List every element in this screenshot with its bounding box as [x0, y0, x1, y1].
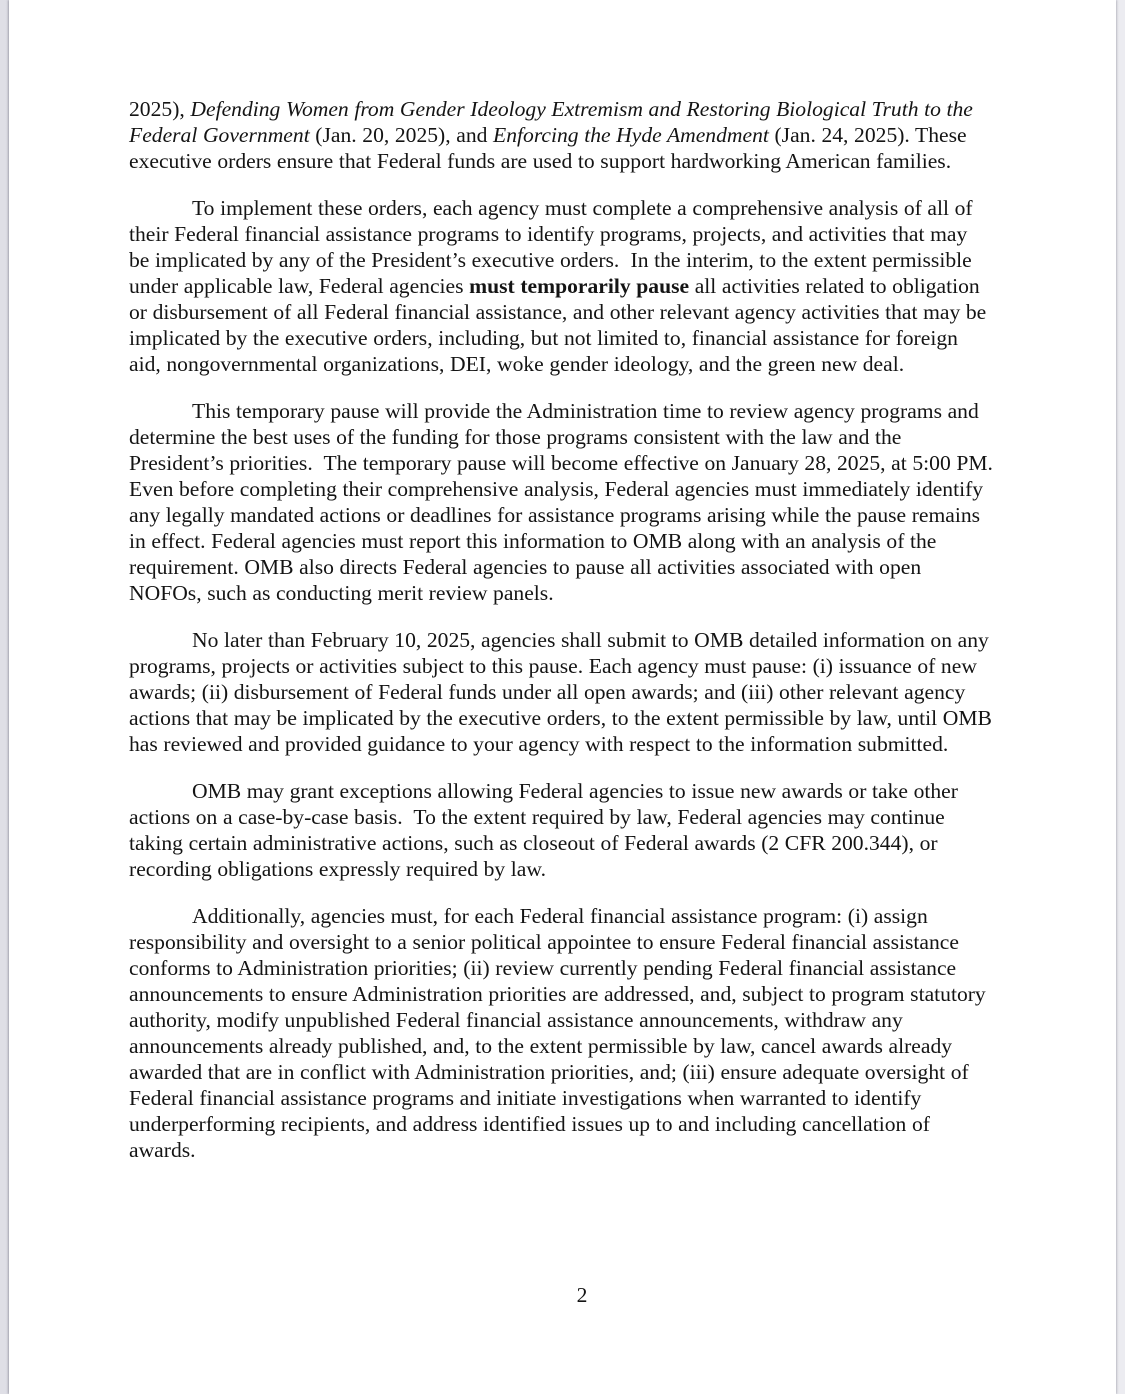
text-segment-normal: 2025),	[129, 97, 191, 121]
paragraph	[129, 627, 998, 757]
text-segment-normal: To implement these orders, each agency must complete a comprehensive analysis of all of their Federal financial assistance programs to identify programs, projects, and activities that may be implicated by any of the President’s executive orders. In the interim, to the extent permissible under applicable law, Federal agencies	[129, 196, 979, 298]
paragraph	[129, 903, 993, 1163]
document-body	[9, 0, 1116, 1184]
text-segment-bold: must temporarily pause	[469, 274, 690, 298]
paragraph	[129, 96, 993, 174]
text-segment-normal: all activities related to obligation or disbursement of all Federal financial assistance, and other relevant agency activities that may be implicated by the executive orders, including, but not limited to, financial assistance for foreign aid, nongovernmental organizations, DEI, woke gender ideology, and the green new deal.	[129, 274, 992, 376]
document-page	[9, 0, 1116, 1394]
text-segment-normal: No later than February 10, 2025, agencies shall submit to OMB detailed information on any programs, projects or activities subject to this pause. Each agency must pause: (i) issuance of new awards; (ii) disbursement of Federal funds under all open awards; and (iii) other relevant agency actions that may be implicated by the executive orders, to the extent permissible by law, until OMB has reviewed and provided guidance to your agency with respect to the information submitted.	[129, 628, 998, 756]
text-segment-normal: Additionally, agencies must, for each Federal financial assistance program: (i) assign responsibility and oversight to a senior political appointee to ensure Federal financial assistance conforms to Administration priorities; (ii) review currently pending Federal financial assistance announcements to ensure Administration priorities are addressed, and, subject to program statutory authority, modify unpublished Federal financial assistance announcements, withdraw any announcements already published, and, to the extent permissible by law, cancel awards already awarded that are in conflict with Administration priorities, and; (iii) ensure adequate oversight of Federal financial assistance programs and initiate investigations when warranted to identify underperforming recipients, and address identified issues up to and including cancellation of awards.	[129, 904, 992, 1162]
page-number: 2	[576, 1283, 588, 1307]
paragraph	[129, 778, 993, 882]
text-segment-italic: Enforcing the Hyde Amendment	[493, 123, 769, 147]
text-segment-normal: OMB may grant exceptions allowing Federal agencies to issue new awards or take other actions on a case-by-case basis. To the extent required by law, Federal agencies may continue taking certain administrative actions, such as closeout of Federal awards (2 CFR 200.344), or recording obligations expressly required by law.	[129, 779, 964, 881]
page-footer	[129, 1283, 993, 1308]
text-segment-normal: This temporary pause will provide the Administration time to review agency programs and determine the best uses of the funding for those programs consistent with the law and the President’s priorities. The temporary pause will become effective on January 28, 2025, at 5:00 PM. Even before completing their comprehensive analysis, Federal agencies must immediately identify any legally mandated actions or deadlines for assistance programs arising while the pause remains in effect. Federal agencies must report this information to OMB along with an analysis of the requirement. OMB also directs Federal agencies to pause all activities associated with open NOFOs, such as conducting merit review panels.	[129, 399, 999, 605]
text-segment-normal: (Jan. 20, 2025), and	[309, 123, 494, 147]
text-segment-italic: Defending Women from Gender Ideology Extremism and Restoring Biological Truth to the Federal Government	[129, 97, 979, 147]
paragraph	[129, 398, 999, 606]
text-segment-normal: (Jan. 24, 2025). These executive orders ensure that Federal funds are used to support hardworking American families.	[129, 123, 973, 173]
paragraph	[129, 195, 993, 377]
